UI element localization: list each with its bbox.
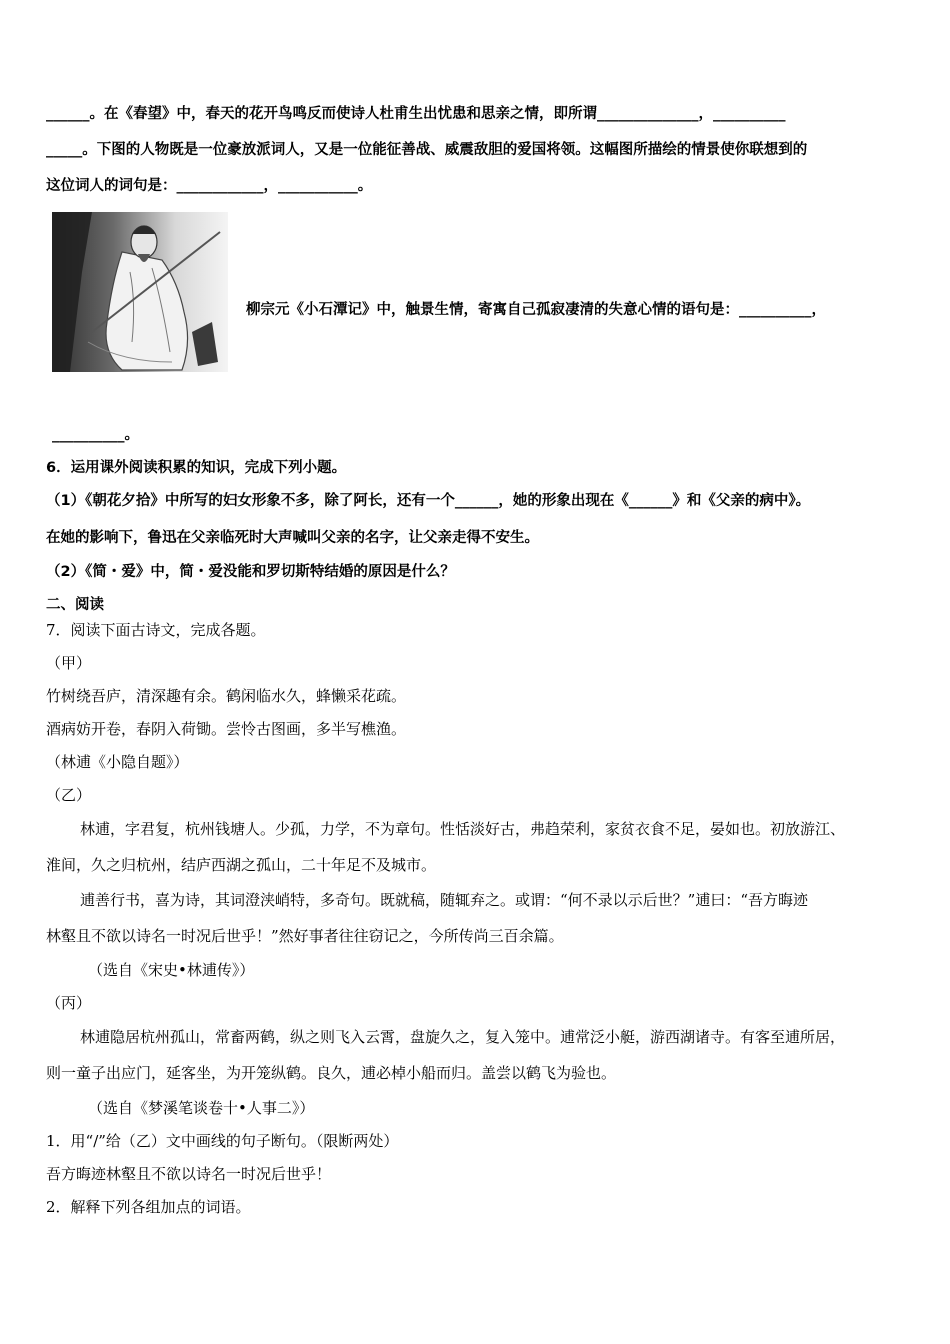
q7-yi-label: （乙）	[46, 786, 92, 804]
bing-source: （选自《梦溪笔谈卷十•人事二》）	[88, 1099, 315, 1117]
q6-part1-line-1: （1）《朝花夕拾》中所写的妇女形象不多，除了阿长，还有一个______，她的形象出现在《______》和《父亲的病中》。	[46, 493, 811, 509]
q6-part1-line-2: 在她的影响下，鲁迅在父亲临死时大声喊叫父亲的名字，让父亲走得不安生。	[46, 530, 539, 546]
q7-jia-label: （甲）	[46, 654, 92, 672]
poem-source: （林逋《小隐自题》）	[46, 753, 189, 771]
q7-sub-question-2: 2．解释下列各组加点的词语。	[46, 1198, 251, 1216]
q7-sub-question-1: 1．用“/”给（乙）文中画线的句子断句。（限断两处）	[46, 1132, 399, 1150]
bing-para-line-2: 则一童子出应门，延客坐，为开笼纵鹤。良久，逋必棹小船而归。盖尝以鹤飞为验也。	[46, 1064, 617, 1082]
warrior-poet-illustration	[52, 212, 228, 372]
poem-line-1: 竹树绕吾庐，清深趣有余。鹤闲临水久，蜂懒采花疏。	[46, 687, 407, 705]
q5-line-3: 这位词人的词句是：____________，___________。	[46, 178, 373, 194]
q6-title: 6．运用课外阅读积累的知识，完成下列小题。	[46, 460, 347, 476]
yi-para-1-line-1: 林逋，字君复，杭州钱塘人。少孤，力学，不为章句。性恬淡好古，弗趋荣利，家贫衣食不足，晏如也。初放游江、	[80, 820, 846, 838]
q7-intro: 7．阅读下面古诗文，完成各题。	[46, 621, 266, 639]
yi-para-1-line-2: 淮间，久之归杭州，结庐西湖之孤山，二十年足不及城市。	[46, 856, 437, 874]
q6-part2: （2）《简・爱》中，简・爱没能和罗切斯特结婚的原因是什么？	[46, 564, 455, 580]
poem-line-2: 酒病妨开卷，春阴入荷锄。尝怜古图画，多半写樵渔。	[46, 720, 407, 738]
q7-bing-label: （丙）	[46, 994, 92, 1012]
q5-line-2: _____。下图的人物既是一位豪放派词人，又是一位能征善战、威震敌胆的爱国将领。这幅图所描绘的情景使你联想到的	[46, 142, 808, 158]
yi-source: （选自《宋史•林逋传》）	[88, 961, 255, 979]
bing-para-line-1: 林逋隐居杭州孤山，常畜两鹤，纵之则飞入云霄，盘旋久之，复入笼中。逋常泛小艇，游西湖诸寺。有客至逋所居，	[80, 1028, 846, 1046]
yi-para-2-line-1: 逋善行书，喜为诗，其词澄浃峭特，多奇句。既就稿，随辄弃之。或谓：“何不录以示后世？”逋曰：“吾方晦迹	[80, 891, 809, 909]
section-2-title: 二、阅读	[46, 597, 104, 613]
q5-line-4: 柳宗元《小石潭记》中，触景生情，寄寓自己孤寂凄清的失意心情的语句是：__________，	[246, 302, 826, 318]
q5-line-5: __________。	[52, 427, 139, 443]
q5-line-1: ______。在《春望》中，春天的花开鸟鸣反而使诗人杜甫生出忧患和思亲之情，即所谓______________，__________	[46, 106, 786, 122]
yi-para-2-line-2: 林壑且不欲以诗名一时况后世乎！”然好事者往往窃记之，今所传尚三百余篇。	[46, 927, 564, 945]
q7-sub-question-1-text: 吾方晦迹林壑且不欲以诗名一时况后世乎！	[46, 1165, 332, 1183]
